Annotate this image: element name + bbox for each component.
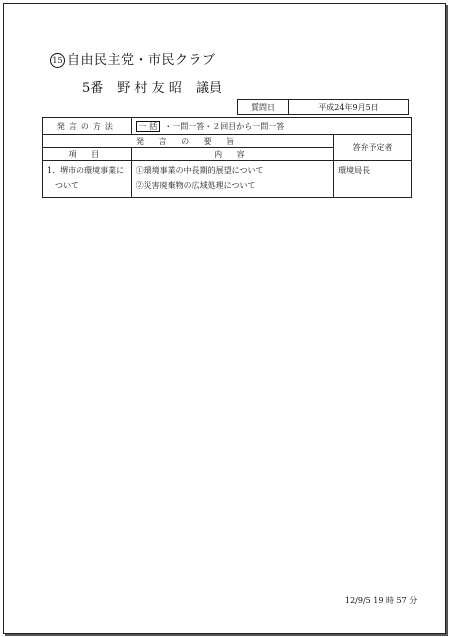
row-content-line: ①環境事業の中長期的展望について	[135, 166, 264, 175]
item-column-header: 項 目	[43, 148, 132, 161]
speaker-title: 議員	[195, 81, 222, 96]
row-item-line: ついて	[55, 181, 79, 190]
row-item-line: 1．堺市の環境事業に	[47, 166, 125, 175]
content-column-header: 内 容	[131, 148, 333, 161]
document-page	[3, 3, 446, 634]
method-selected: 一 括	[136, 121, 161, 132]
method-label: 発言の方法	[43, 118, 132, 135]
party-heading	[50, 49, 216, 68]
speech-table	[42, 117, 412, 198]
footer-timestamp: 12/9/5 19 時 57 分	[345, 596, 418, 605]
speaker-line	[82, 77, 232, 96]
table-row	[43, 161, 412, 198]
question-date-value: 平成24年9月5日	[289, 100, 409, 115]
row-responder: 環境局長	[334, 161, 412, 198]
row-content-line: ②災害廃棄物の広域処理について	[135, 181, 256, 190]
method-others: ・一問一答・２回目から一問一答	[164, 121, 285, 131]
row-content	[131, 161, 333, 198]
speaker-name: 野 村 友 昭	[117, 81, 182, 96]
responder-header: 答弁予定者	[334, 135, 412, 161]
speaker-number: 5番	[82, 81, 104, 96]
row-item	[43, 161, 132, 198]
summary-header: 発 言 の 要 旨	[43, 135, 334, 148]
method-options	[131, 118, 411, 135]
party-name: 自由民主党・市民クラブ	[67, 53, 216, 68]
question-date-label: 質問日	[238, 100, 289, 115]
party-number: 15	[50, 53, 65, 68]
question-date-table	[237, 99, 409, 115]
